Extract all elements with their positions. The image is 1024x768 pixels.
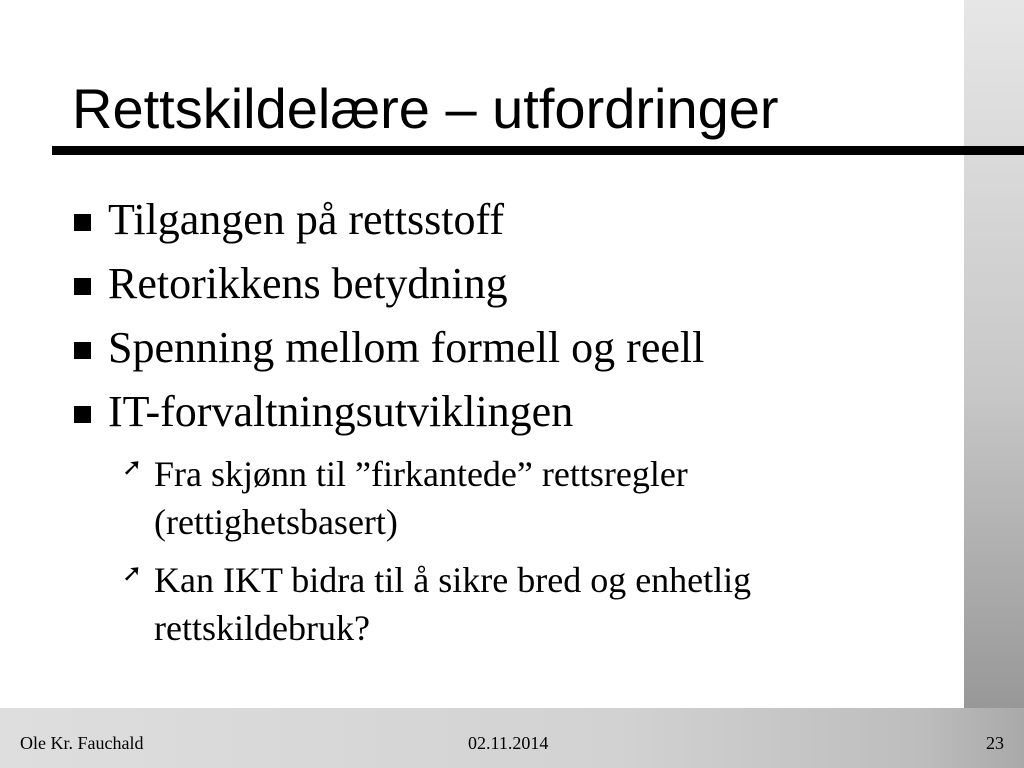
bullet-item bbox=[72, 252, 952, 316]
side-decorative-panel bbox=[964, 0, 1024, 768]
square-bullet-icon bbox=[74, 278, 91, 295]
sub-bullet-text: Fra skjønn til ”firkantede” rettsregler (rettighetsbasert) bbox=[154, 454, 688, 542]
bullet-item bbox=[72, 188, 952, 252]
bullet-item bbox=[72, 316, 952, 380]
bullet-text: Tilgangen på rettsstoff bbox=[108, 195, 504, 244]
bullet-text: Retorikkens betydning bbox=[108, 259, 508, 308]
footer-date: 02.11.2014 bbox=[468, 733, 549, 753]
sub-bullet-item bbox=[108, 556, 894, 652]
square-bullet-icon bbox=[74, 214, 91, 231]
bullet-item bbox=[72, 380, 952, 652]
northeast-arrow-icon: ➚ bbox=[122, 559, 143, 587]
bullet-text: IT-forvaltningsutviklingen bbox=[108, 387, 574, 436]
footer-page-number: 23 bbox=[986, 733, 1004, 753]
sub-bullet-item bbox=[108, 450, 894, 546]
sub-bullet-list bbox=[108, 450, 952, 652]
title-underline-rule bbox=[52, 146, 1024, 155]
bullet-text: Spenning mellom formell og reell bbox=[108, 323, 705, 372]
northeast-arrow-icon: ➚ bbox=[122, 453, 143, 481]
footer-author: Ole Kr. Fauchald bbox=[20, 733, 144, 753]
square-bullet-icon bbox=[74, 406, 91, 423]
square-bullet-icon bbox=[74, 342, 91, 359]
bullet-list bbox=[72, 188, 952, 662]
sub-bullet-text: Kan IKT bidra til å sikre bred og enhetlig rettskildebruk? bbox=[154, 560, 752, 648]
slide-title: Rettskildelære – utfordringer bbox=[72, 77, 779, 140]
